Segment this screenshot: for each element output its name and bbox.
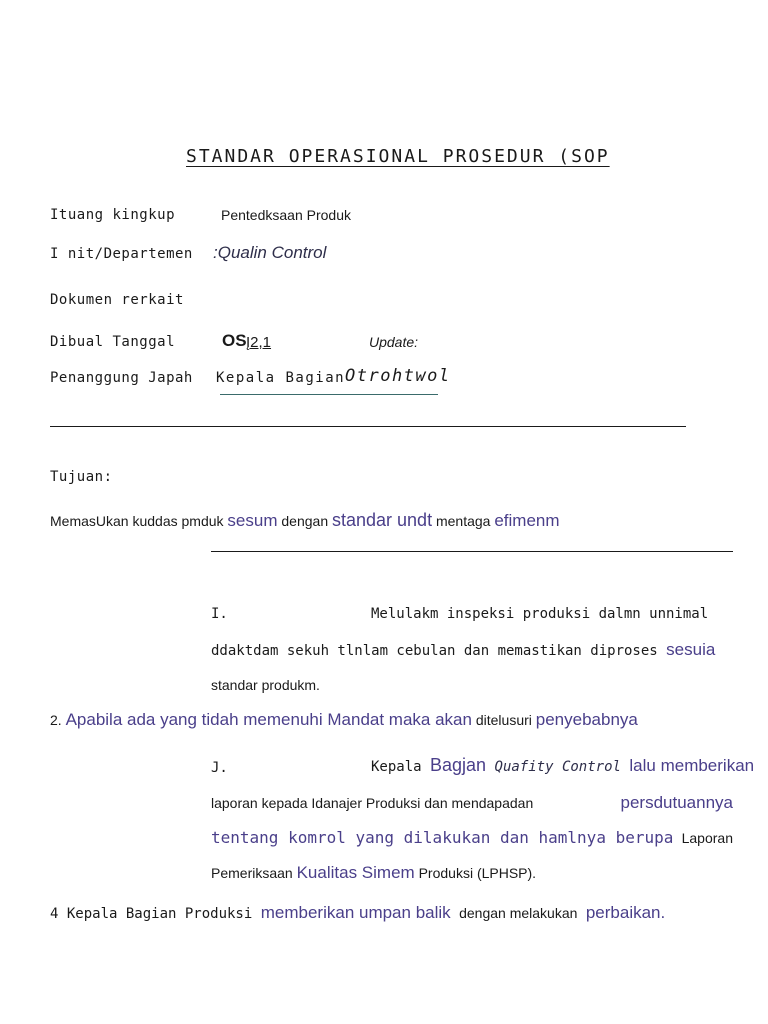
tujuan-p6: efimenm <box>494 511 560 530</box>
step3-b: Bagjan <box>430 755 487 775</box>
tujuan-divider <box>211 551 733 552</box>
tujuan-text <box>50 510 560 531</box>
header-divider <box>50 426 686 427</box>
penanggung-jawab-label: Penanggung Japah <box>50 370 193 386</box>
dibuat-tanggal-value-a: OS <box>222 331 247 350</box>
update-label: Update: <box>369 334 419 350</box>
unit-value: :Qualin Control <box>213 243 327 262</box>
step3-a: Kepala <box>371 759 422 775</box>
step3-line3 <box>211 828 733 847</box>
ruang-lingkup-value: Pentedksaan Produk <box>221 207 351 223</box>
step3-c: Quafity Control <box>494 759 621 775</box>
dibuat-tanggal-label: Dibual Tanggal <box>50 334 176 350</box>
pj-underline <box>220 394 438 395</box>
step3-line2 <box>211 793 733 813</box>
ruang-lingkup-label: Ituang kingkup <box>50 207 176 223</box>
penanggung-jawab-value-b: Otrohtwol <box>345 366 451 386</box>
step1-line2a: ddaktdam sekuh tlnlam cebulan dan memastikan diproses <box>211 643 658 659</box>
step4 <box>50 903 665 923</box>
step3-line1 <box>371 755 754 776</box>
step2-number: 2. <box>50 712 62 728</box>
tujuan-p2: sesum <box>227 511 278 530</box>
tujuan-heading: Tujuan: <box>50 469 113 485</box>
step1-number: I. <box>211 606 228 622</box>
step4-a: 4 Kepala Bagian Produksi <box>50 906 253 922</box>
step2 <box>50 710 638 730</box>
step3-line4 <box>211 863 536 883</box>
step3-line4b: Kualitas Simem <box>296 863 415 882</box>
step3-d: lalu memberikan <box>629 756 755 775</box>
step2-text-a: Apabila ada yang tidah memenuhi Mandat maka akan <box>65 710 472 729</box>
step3-line2b: persdutuannya <box>620 793 733 812</box>
step4-c: dengan melakukan <box>459 905 578 921</box>
document-title: STANDAR OPERASIONAL PROSEDUR (SOP <box>186 146 610 167</box>
step3-number: J. <box>211 760 228 776</box>
step1-line2 <box>211 640 715 660</box>
step3-line3a: tentang komrol yang dilakukan dan hamlnya berupa <box>211 828 674 847</box>
step2-text-c: penyebabnya <box>535 710 638 729</box>
tujuan-p1: MemasUkan kuddas pmduk <box>50 513 224 529</box>
step1-line2b: sesuia <box>666 640 716 659</box>
penanggung-jawab-value-a: Kepala Bagian <box>216 370 346 386</box>
step3-line4a: Pemeriksaan <box>211 865 293 881</box>
step1-line1: Melulakm inspeksi produksi dalmn unnimal <box>371 606 709 622</box>
tujuan-p3: dengan <box>281 513 329 529</box>
unit-label: I nit/Departemen <box>50 246 193 262</box>
step3-line4c: Produksi (LPHSP). <box>418 865 537 881</box>
step1-line3: standar produkm. <box>211 677 320 693</box>
tujuan-p4: standar undt <box>332 510 433 530</box>
dibuat-tanggal-value-b: Į2,1 <box>246 334 272 351</box>
step3-line2a: laporan kepada Idanajer Produksi dan mendapadan <box>211 795 534 811</box>
step4-d: perbaikan. <box>585 903 666 922</box>
step3-line3b: Laporan <box>681 830 733 846</box>
step4-b: memberikan umpan balik <box>260 903 451 922</box>
dokumen-terkait-label: Dokumen rerkait <box>50 292 184 308</box>
tujuan-p5: mentaga <box>435 513 491 529</box>
step2-text-b: ditelusuri <box>475 712 532 728</box>
